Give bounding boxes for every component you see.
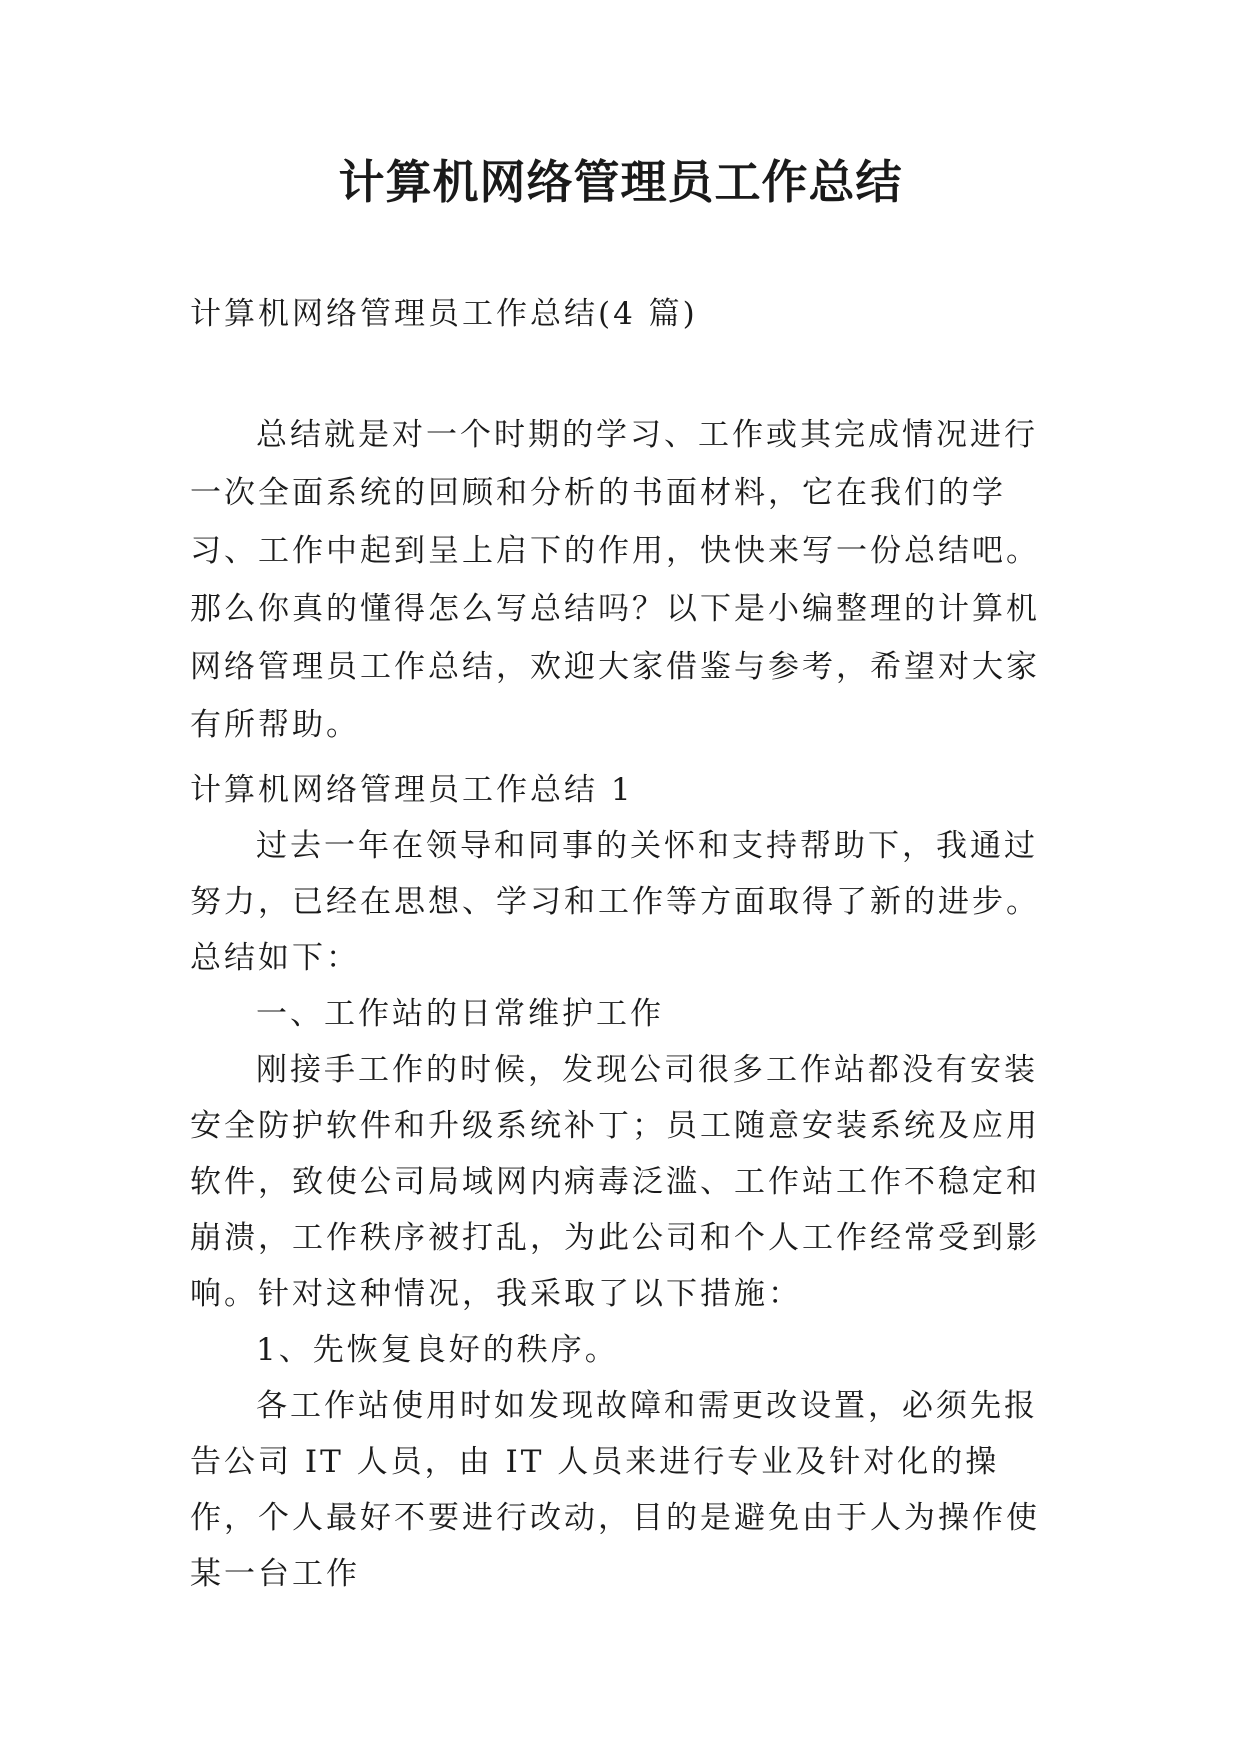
paragraph: 过去一年在领导和同事的关怀和支持帮助下，我通过努力，已经在思想、学习和工作等方面取得了新的进步。总结如下： [190, 828, 1040, 976]
section-1 [190, 762, 1052, 1602]
section-title: 计算机网络管理员工作总结 1 [190, 772, 634, 808]
paragraph: 刚接手工作的时候，发现公司很多工作站都没有安装安全防护软件和升级系统补丁；员工随意安装系统及应用软件，致使公司局域网内病毒泛滥、工作站工作不稳定和崩溃，工作秩序被打乱，为此公司和个人工作经常受到影响。针对这种情况，我采取了以下措施： [190, 1052, 1040, 1312]
list-item: 1、先恢复良好的秩序。 [256, 1332, 619, 1368]
intro-paragraph: 总结就是对一个时期的学习、工作或其完成情况进行一次全面系统的回顾和分析的书面材料，它在我们的学习、工作中起到呈上启下的作用，快快来写一份总结吧。那么你真的懂得怎么写总结吗？以下是小编整理的计算机网络管理员工作总结，欢迎大家借鉴与参考，希望对大家有所帮助。 [190, 417, 1040, 743]
document-title: 计算机网络管理员工作总结 [338, 155, 903, 209]
document-subtitle: 计算机网络管理员工作总结(4 篇) [190, 296, 698, 332]
paragraph: 各工作站使用时如发现故障和需更改设置，必须先报告公司 IT 人员，由 IT 人员来进行专业及针对化的操作，个人最好不要进行改动，目的是避免由于人为操作使某一台工作 [190, 1388, 1040, 1592]
section-heading: 一、工作站的日常维护工作 [256, 996, 664, 1032]
